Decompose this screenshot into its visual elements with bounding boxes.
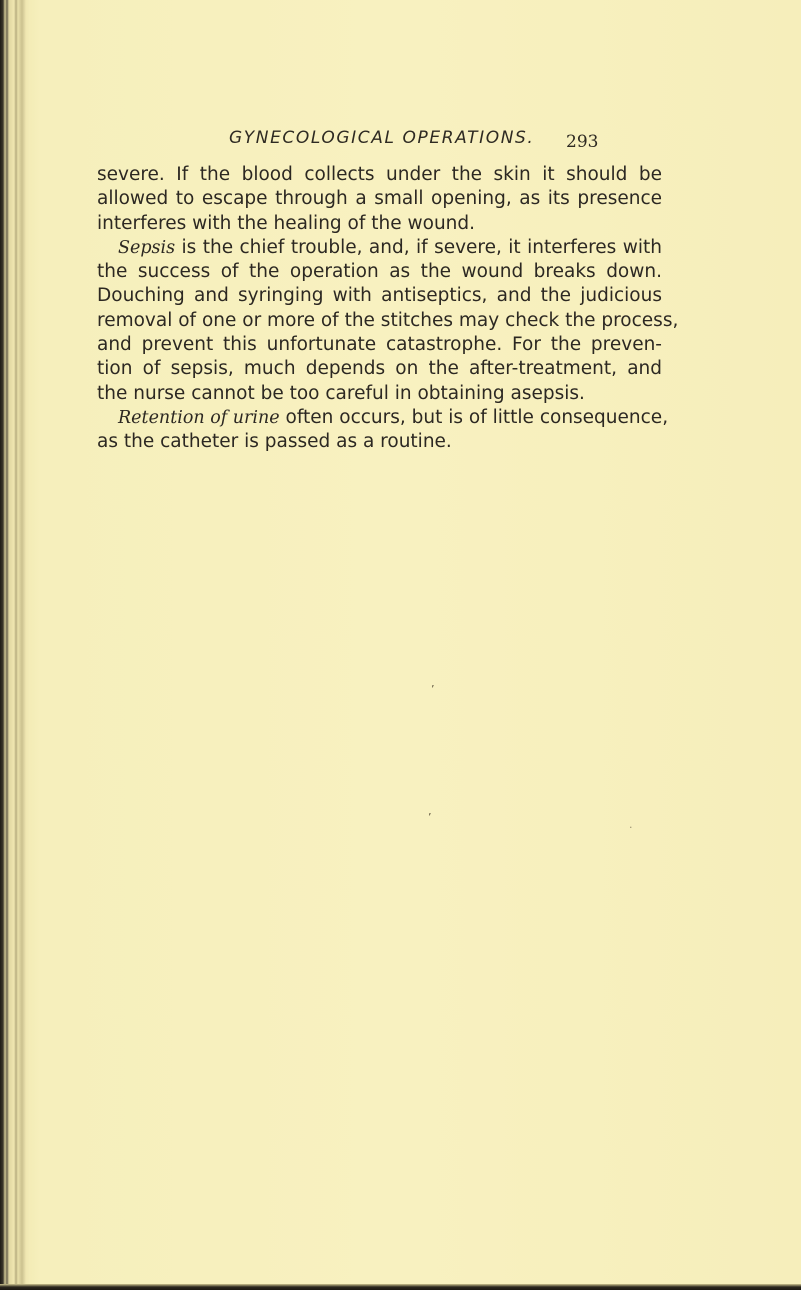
text-line: removal of one or more of the stitches may check the process,: [97, 309, 679, 331]
text-line: [97, 236, 662, 260]
text-line: [97, 406, 669, 430]
italic-term: Retention of urine: [118, 407, 280, 428]
text-line: tion of sepsis, much depends on the after-treatment, and: [97, 358, 662, 380]
text-line: interferes with the healing of the wound.: [97, 212, 476, 234]
text-line: allowed to escape through a small opening, as its presence: [97, 188, 662, 210]
text-line: severe. If the blood collects under the skin it should be: [97, 164, 662, 185]
text-line: the nurse cannot be too careful in obtaining asepsis.: [97, 382, 585, 404]
paper-speck: ·: [629, 821, 633, 834]
text-line: Douching and syringing with antiseptics, and the judicious: [97, 285, 662, 307]
italic-term: Sepsis: [118, 237, 176, 258]
page-number: 293: [566, 132, 599, 152]
body-text: [97, 163, 679, 455]
text-run: is the chief trouble, and, if severe, it interferes with: [175, 236, 662, 258]
paper-speck: ’: [431, 683, 435, 696]
text-line: the success of the operation as the wound breaks down.: [97, 261, 662, 283]
book-spine-shadow: [0, 0, 30, 1290]
running-head-title: GYNECOLOGICAL OPERATIONS.: [229, 128, 535, 148]
text-line: and prevent this unfortunate catastrophe. For the preven-: [97, 334, 662, 356]
text-line: as the catheter is passed as a routine.: [97, 431, 452, 453]
paper-speck: ’: [428, 811, 432, 824]
page-bottom-edge: [0, 1284, 801, 1290]
text-run: often occurs, but is of little consequence,: [279, 406, 669, 428]
